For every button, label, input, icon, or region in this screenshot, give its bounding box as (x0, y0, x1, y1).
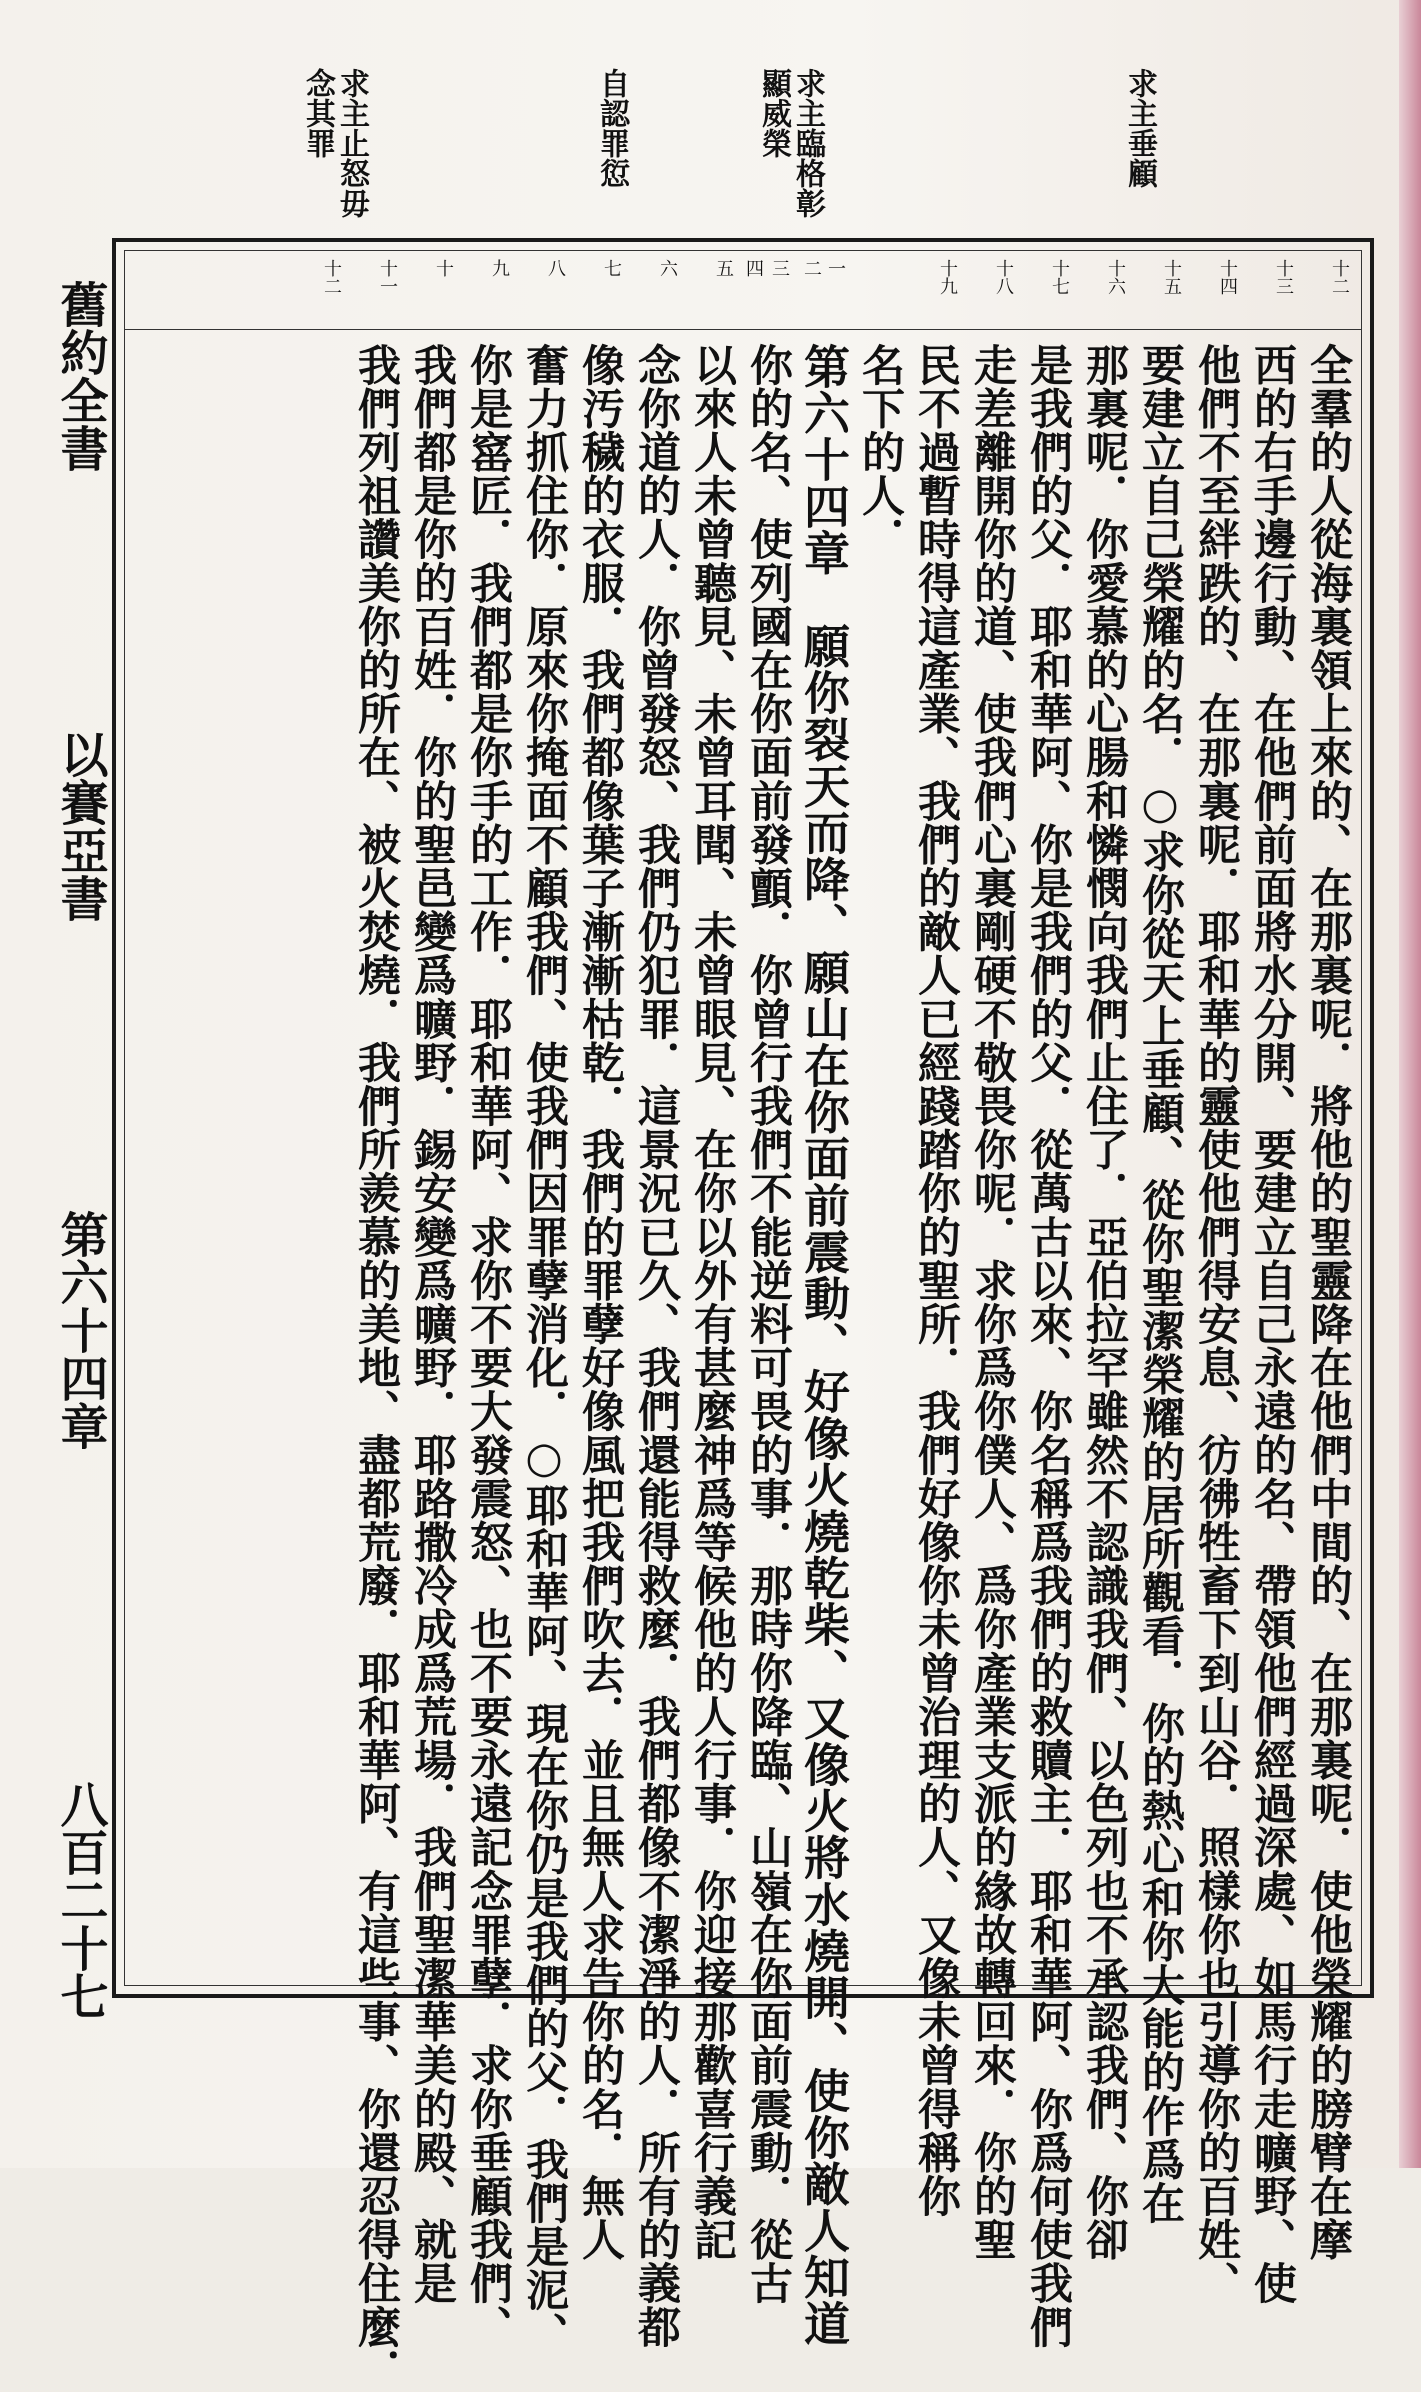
verse-marker: 十三 (1273, 259, 1294, 295)
text-column: 你是窰匠．我們都是你手的工作．耶和華阿、求你不要大發震怒、也不要永遠記念罪孽．求你垂顧我們、 (463, 343, 513, 2349)
margin-note-4: 求主止怒毋念其罪 (300, 68, 369, 218)
verse-marker: 六 (657, 259, 678, 277)
verse-marker: 三 (769, 259, 790, 277)
verse-marker: 十 (433, 259, 454, 277)
page-edge (1399, 0, 1421, 2168)
text-column: 以來人未曾聽見、未曾耳聞、未曾眼見、在你以外有甚麼神爲等候他的人行事．你迎接那歡喜行義記 (687, 343, 737, 2262)
text-column: 念你道的人．你曾發怒、我們仍犯罪．這景況已久、我們還能得救麼．我們都像不潔淨的人．所有的義都 (631, 343, 681, 2349)
verse-marker: 十六 (1105, 259, 1126, 295)
text-column: 是我們的父．耶和華阿、你是我們的父．從萬古以來、你名稱爲我們的救贖主．耶和華阿、你爲何使我們 (1023, 343, 1073, 2349)
page-number: 八百二十七 (52, 1780, 108, 2020)
verse-number-row (125, 251, 1361, 330)
margin-note-3: 自認罪愆 (594, 68, 629, 188)
verse-marker: 八 (545, 259, 566, 277)
verse-marker: 二 (801, 259, 822, 277)
text-column: 像汚穢的衣服．我們都像葉子漸漸枯乾．我們的罪孽好像風把我們吹去．並且無人求告你的名．無人 (575, 343, 625, 2262)
text-frame-inner (124, 250, 1362, 2392)
chapter-heading-column: 第六十四章 願你裂天而降、願山在你面前震動、好像火燒乾柴、又像火將水燒開、使你敵人知道 (797, 343, 851, 2347)
verse-marker: 十四 (1217, 259, 1238, 295)
verse-marker: 十九 (937, 259, 958, 295)
verse-marker: 四 (743, 259, 764, 277)
margin-note-2: 求主臨格彰顯威榮 (756, 68, 825, 218)
book-name: 以賽亞書 (52, 730, 108, 922)
chapter-label: 第六十四章 (52, 1210, 108, 1450)
text-column: 要建立自己榮耀的名．○求你從天上垂顧、從你聖潔榮耀的居所觀看．你的熱心和你大能的作爲在 (1135, 343, 1185, 2225)
verse-marker: 五 (713, 259, 734, 277)
verse-marker: 十二 (321, 259, 342, 295)
verse-marker: 一 (825, 259, 846, 277)
text-column: 名下的人． (855, 343, 905, 561)
book-title: 舊約全書 (52, 280, 108, 472)
text-column: 奮力抓住你．原來你掩面不顧我們、使我們因罪孽消化．○耶和華阿、現在你仍是我們的父．我們是泥、 (519, 343, 569, 2356)
margin-notes (280, 68, 1180, 238)
verse-marker: 十一 (377, 259, 398, 295)
text-column: 我們列祖讚美你的所在、被火焚燒．我們所羨慕的美地、盡都荒廢．耶和華阿、有這些事、你還忍得住麼． (351, 343, 401, 2392)
verse-marker: 十五 (1161, 259, 1182, 295)
verse-marker: 七 (601, 259, 622, 277)
text-column: 走差離開你的道、使我們心裏剛硬不敬畏你呢．求你爲你僕人、爲你產業支派的緣故轉回來．你的聖 (967, 343, 1017, 2262)
verse-marker: 十七 (1049, 259, 1070, 295)
text-column: 他們不至絆跌的、在那裏呢．耶和華的靈使他們得安息、彷彿牲畜下到山谷．照樣你也引導你的百姓、 (1191, 343, 1241, 2305)
verse-marker: 九 (489, 259, 510, 277)
margin-note-1: 求主垂顧 (1122, 68, 1157, 188)
bleed-through-text (1160, 68, 1194, 98)
text-column: 西的右手邊行動、在他們前面將水分開、要建立自己永遠的名、帶領他們經過深處、如馬行走曠野、使 (1247, 343, 1297, 2305)
text-column: 民不過暫時得這產業、我們的敵人已經踐踏你的聖所．我們好像你未曾治理的人、又像未曾得稱你 (911, 343, 961, 2218)
text-column: 那裏呢．你愛慕的心腸和憐憫向我們止住了．亞伯拉罕雖然不認識我們、以色列也不承認我們、你卻 (1079, 343, 1129, 2262)
text-column: 我們都是你的百姓．你的聖邑變爲曠野．錫安變爲曠野．耶路撒冷成爲荒場．我們聖潔華美的殿、就是 (407, 343, 457, 2305)
text-frame (112, 238, 1374, 2392)
text-columns (125, 331, 1361, 2392)
verse-marker: 十八 (993, 259, 1014, 295)
verse-marker: 十二 (1329, 259, 1350, 295)
text-column: 你的名、使列國在你面前發顫．你曾行我們不能逆料可畏的事．那時你降臨、山嶺在你面前震動．從古 (743, 343, 793, 2305)
text-column: 全羣的人從海裏領上來的、在那裏呢．將他的聖靈降在他們中間的、在那裏呢．使他榮耀的膀臂在摩 (1303, 343, 1353, 2262)
